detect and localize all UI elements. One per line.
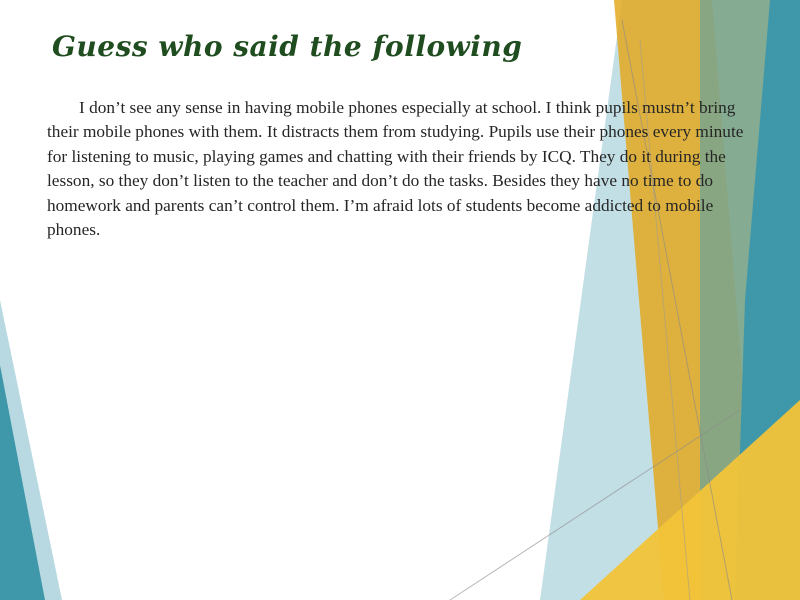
left-teal-triangle [0,365,45,600]
slide-title: Guess who said the following [52,30,523,63]
quote-paragraph: I don’t see any sense in having mobile phones especially at school. I think pupils mustn’t bring their mobile phones with them. It distracts them from studying. Pupils use their phones every minute for listening to music, playing games and chatting with their friends by ICQ. They do it during the lesson, so they don’t listen to the teacher and don’t do the tasks. Besides they have no time to do homework and parents can’t control them. I’m afraid lots of students become addicted to mobile phones. [47,98,744,240]
